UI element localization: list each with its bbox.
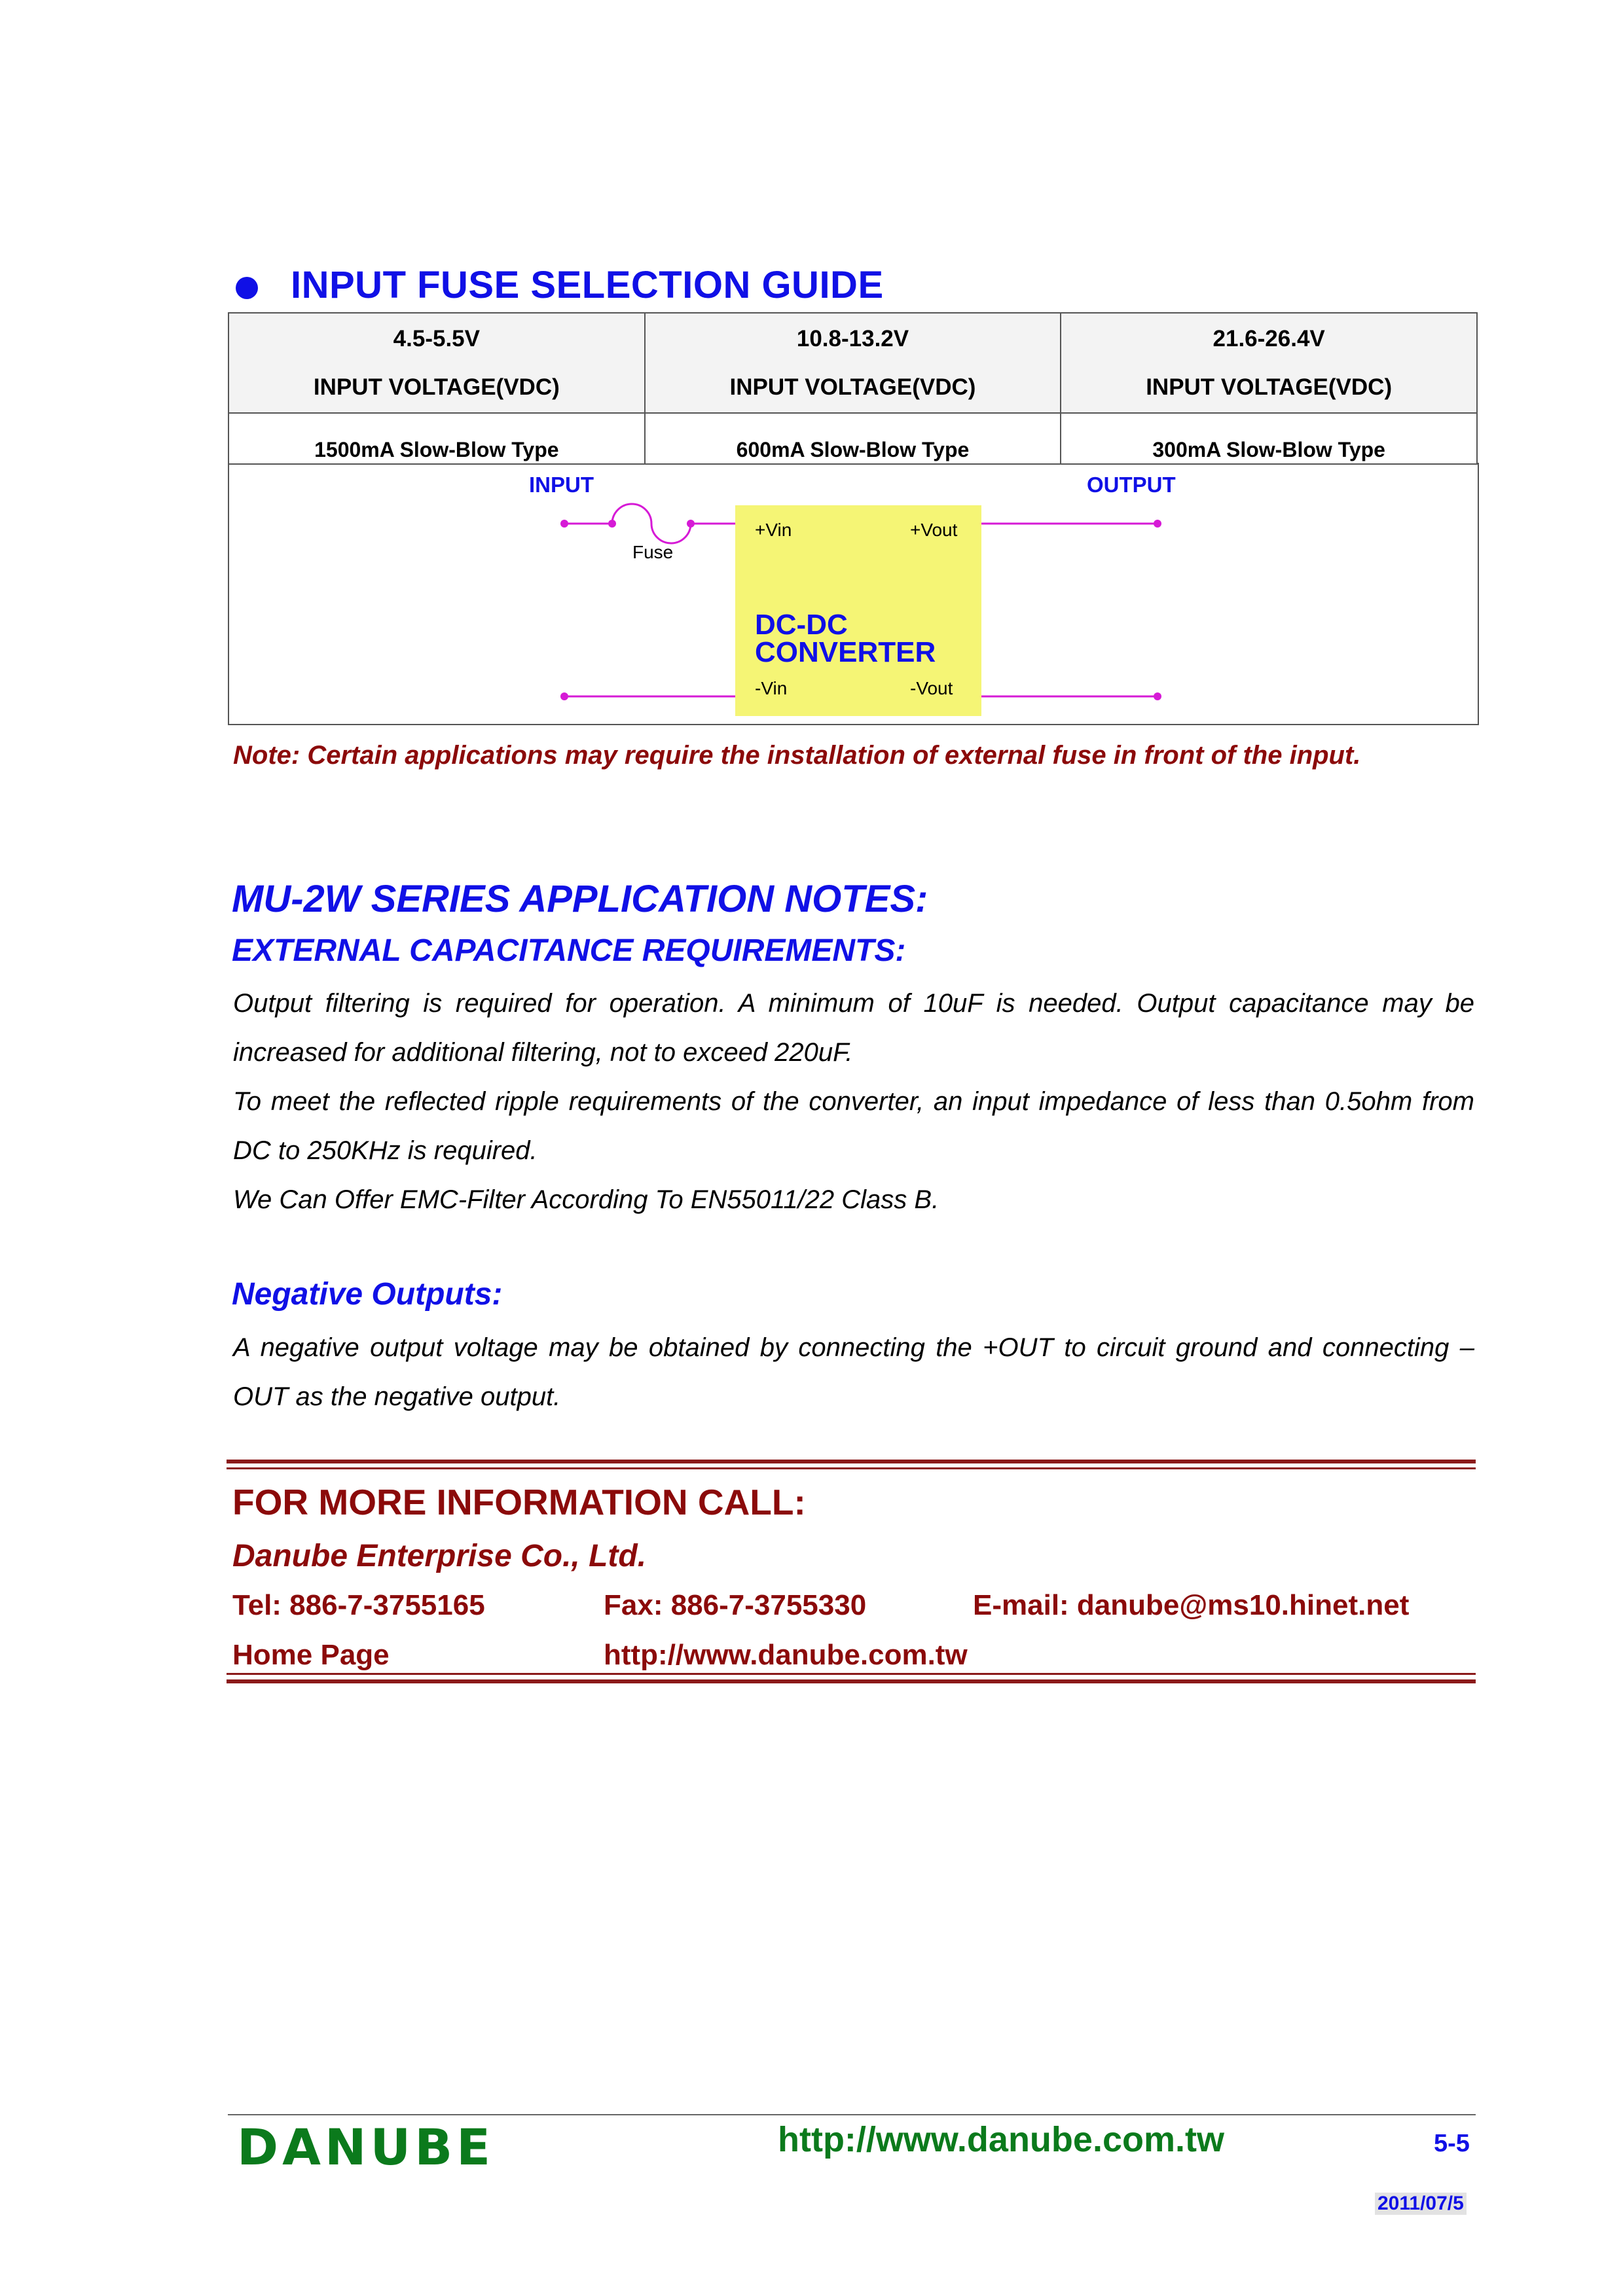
converter-title-line1: DC-DC (755, 609, 848, 641)
fax: Fax: 886-7-3755330 (604, 1589, 867, 1621)
divider (227, 1467, 1476, 1469)
divider (227, 1673, 1476, 1675)
fuse-arc-top (612, 504, 651, 524)
paragraph: Output filtering is required for operation. A minimum of 10uF is needed. Output capacitance may be increased for additional filtering, not to exceed 220uF. (233, 989, 1474, 1067)
terminal-dot (1154, 692, 1161, 700)
fuse-note: Note: Certain applications may require the installation of external fuse in front of the input. (233, 741, 1361, 770)
vout-plus-pin: +Vout (910, 520, 958, 540)
negative-outputs-text (233, 1323, 1474, 1422)
vin-plus-pin: +Vin (755, 520, 792, 540)
input-label: INPUT (529, 473, 594, 497)
app-notes-title: MU-2W SERIES APPLICATION NOTES: (232, 878, 928, 920)
voltage-range: 4.5-5.5V (393, 325, 480, 351)
paragraph: A negative output voltage may be obtained by connecting the +OUT to circuit ground and connecting –OUT as the negative output. (233, 1333, 1474, 1411)
negative-outputs-heading: Negative Outputs: (232, 1277, 503, 1312)
telephone: Tel: 886-7-3755165 (232, 1589, 485, 1621)
converter-title (755, 611, 936, 666)
email[interactable]: E-mail: danube@ms10.hinet.net (973, 1589, 1410, 1621)
home-page-link[interactable]: http://www.danube.com.tw (604, 1639, 968, 1671)
voltage-range: 21.6-26.4V (1213, 325, 1325, 351)
divider (227, 1679, 1476, 1683)
home-page-label: Home Page (232, 1639, 390, 1671)
dc-dc-converter-block (735, 505, 981, 716)
capacitance-heading: EXTERNAL CAPACITANCE REQUIREMENTS: (232, 933, 906, 968)
fuse-type-cell: 300mA Slow-Blow Type (1061, 413, 1477, 464)
revision-date: 2011/07/5 (1375, 2193, 1467, 2215)
voltage-label: INPUT VOLTAGE(VDC) (729, 374, 976, 400)
footer-url[interactable]: http://www.danube.com.tw (778, 2120, 1224, 2159)
divider (227, 1460, 1476, 1463)
terminal-dot (560, 692, 568, 700)
fuse-arc-bottom (651, 524, 691, 543)
page-number: 5-5 (1434, 2130, 1470, 2157)
terminal-dot (1154, 520, 1161, 528)
company-name: Danube Enterprise Co., Ltd. (232, 1539, 647, 1573)
vout-minus-pin: -Vout (910, 678, 953, 698)
voltage-label: INPUT VOLTAGE(VDC) (1146, 374, 1393, 400)
terminal-dot (608, 520, 616, 528)
vin-minus-pin: -Vin (755, 678, 788, 698)
contact-heading: FOR MORE INFORMATION CALL: (232, 1482, 806, 1522)
fuse-type-cell: 600mA Slow-Blow Type (645, 413, 1061, 464)
voltage-range: 10.8-13.2V (796, 325, 909, 351)
paragraph: To meet the reflected ripple requirements of the converter, an input impedance of less than 0.5ohm from DC to 250KHz is required. (233, 1087, 1474, 1165)
terminal-dot (560, 520, 568, 528)
danube-logo: DANUBE (237, 2118, 495, 2176)
fuse-guide-title: INPUT FUSE SELECTION GUIDE (291, 264, 884, 306)
voltage-label: INPUT VOLTAGE(VDC) (313, 374, 560, 400)
footer-divider (228, 2114, 1476, 2115)
paragraph: We Can Offer EMC-Filter According To EN55011/22 Class B. (233, 1185, 939, 1214)
fuse-label: Fuse (632, 542, 674, 562)
capacitance-text (233, 979, 1474, 1225)
converter-title-line2: CONVERTER (755, 636, 936, 668)
fuse-type-cell: 1500mA Slow-Blow Type (228, 413, 645, 464)
output-label: OUTPUT (1087, 473, 1176, 497)
terminal-dot (687, 520, 695, 528)
